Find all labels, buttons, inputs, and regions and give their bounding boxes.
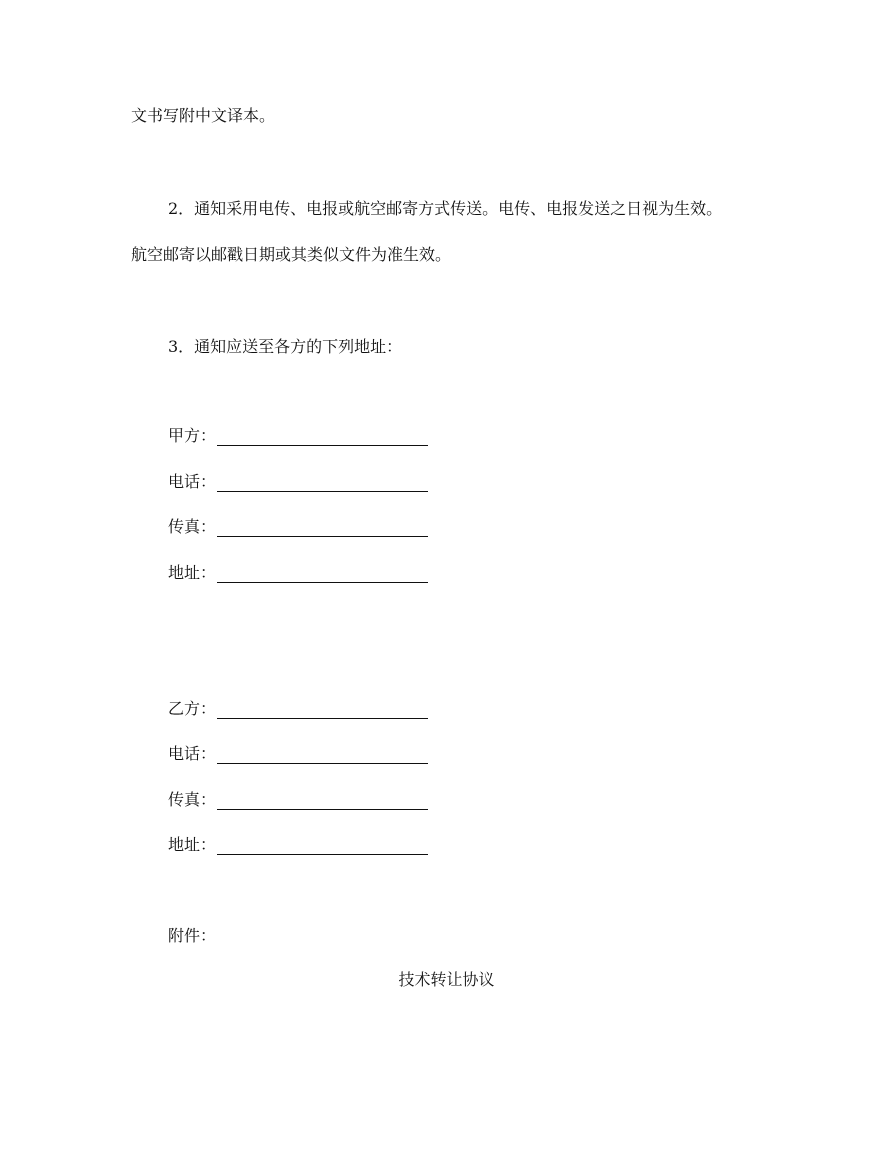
- attachment-label: 附件：: [168, 926, 217, 945]
- party-a-address-field: [168, 563, 428, 583]
- paragraph-1-continuation: 文书写附中文译本。: [131, 106, 276, 125]
- paragraph-2-line-1: 2．通知采用电传、电报或航空邮寄方式传送。电传、电报发送之日视为生效。: [168, 199, 723, 218]
- party-b-address-blank: [217, 836, 428, 855]
- party-b-fax-field: [168, 790, 428, 810]
- party-a-address-blank: [217, 564, 428, 583]
- party-b-address-field: [168, 835, 428, 855]
- party-a-fax-label: 传真：: [168, 517, 217, 536]
- party-b-name-blank: [217, 700, 428, 719]
- paragraph-3: 3．通知应送至各方的下列地址：: [168, 337, 403, 356]
- party-a-fax-field: [168, 517, 428, 537]
- party-a-phone-blank: [217, 473, 428, 492]
- party-b-phone-field: [168, 744, 428, 764]
- party-b-phone-blank: [217, 745, 428, 764]
- party-b-name-label: 乙方：: [168, 699, 217, 718]
- party-b-fax-label: 传真：: [168, 790, 217, 809]
- party-b-name-field: [168, 699, 428, 719]
- attachment-title: 技术转让协议: [398, 970, 495, 989]
- paragraph-2-line-2: 航空邮寄以邮戳日期或其类似文件为准生效。: [131, 245, 452, 264]
- party-b-phone-label: 电话：: [168, 744, 217, 763]
- party-a-fax-blank: [217, 518, 428, 537]
- party-a-phone-label: 电话：: [168, 472, 217, 491]
- party-a-name-label: 甲方：: [168, 426, 217, 445]
- party-a-address-label: 地址：: [168, 563, 217, 582]
- party-a-phone-field: [168, 472, 428, 492]
- party-a-name-blank: [217, 427, 428, 446]
- party-b-address-label: 地址：: [168, 835, 217, 854]
- party-a-name-field: [168, 426, 428, 446]
- party-b-fax-blank: [217, 791, 428, 810]
